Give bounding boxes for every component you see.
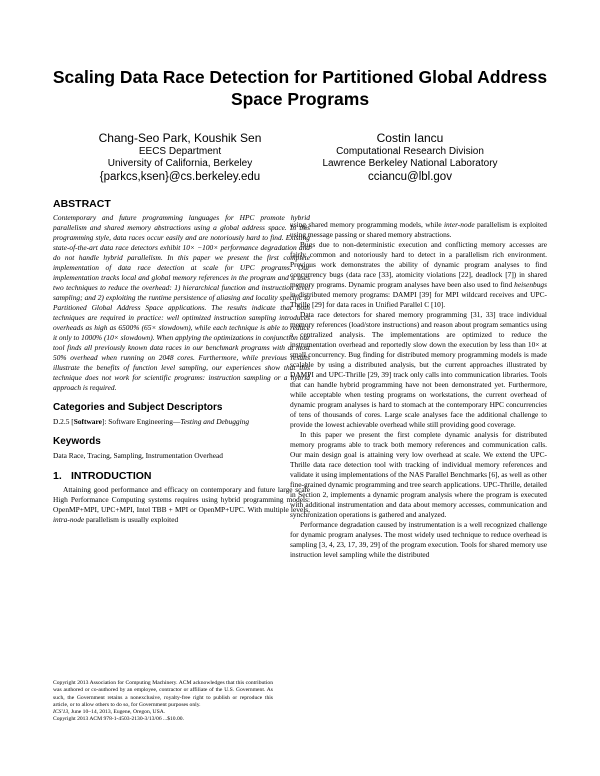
paper-title: Scaling Data Race Detection for Partitioned Global Address Space Programs xyxy=(52,67,548,109)
author-block-1 xyxy=(75,131,285,184)
abstract-heading: ABSTRACT xyxy=(53,198,111,210)
keywords-heading: Keywords xyxy=(53,436,101,447)
copyright-text: Copyright 2013 Association for Computing Machinery. ACM acknowledges that this contribution was authored or co-authored by an employee, contractor or affiliate of the U.S. Government. As such, the Government retains a nonexclusive, royalty-free right to publish or reproduce this article, or to allow others to do so, for Government purposes only. xyxy=(53,680,273,708)
body-paragraph: Performance degradation caused by instrumentation is a well recognized challenge for dynamic program analyses. The most widely used technique to reduce overhead is sampling [3, 4, 23, 17, 39, 29] of the program execution. Tools for shared memory use instruction level sampling while the distributed xyxy=(290,520,547,559)
categories-text: D.2.5 [Software]: Software Engineering—Testing and Debugging xyxy=(53,417,250,426)
author-institution: Lawrence Berkeley National Laboratory xyxy=(322,158,498,169)
abstract-text: Contemporary and future programming languages for HPC promote hybrid parallelism and shared memory abstractions using a global address space. In this programming style, data races occur easily and are notoriously hard to find. Existing state-of-the-art data race detectors exhibit 10× −100× performance degradation and do not handle hybrid parallelism. In this paper we present the first complete implementation of data race detection at scale for UPC programs. Our implementation tracks local and global memory references in the program and it uses two techniques to reduce the overhead: 1) hierarchical function and instruction level sampling; and 2) exploiting the runtime persistence of aliasing and locality specific to Partitioned Global Address Space applications. The results indicate that both techniques are required in practice: well optimized instruction sampling introduces overheads as high as 6500% (65× slowdown), while each technique is able to reduce it only to 1000% (10× slowdown). When applying the optimizations in conjunction our tool finds all previously known data races in our benchmark programs with at most 50% overhead when running on 2048 cores. Furthermore, while previous results illustrate the benefits of function level sampling, our experiences show that this technique does not work for scientific programs: instruction sampling or a hybrid approach is required. xyxy=(53,213,310,392)
introduction-heading xyxy=(53,470,310,482)
body-paragraph: In this paper we present the first complete dynamic analysis for distributed memory programs able to track both memory references and communication calls. Our main design goal is attaining very low overhead at scale. We extend the UPC-Thrille data race detection tool with tracking of individual memory references and validate it using implementations of the NAS Parallel Benchmarks [6], as well as other fine-grained dynamic programming and tree search applications. UPC-Thrille, detailed in Section 2, implements a dynamic program analysis where the program is executed with additional instrumentation and data about memory accesses, communication and synchronization operations is gathered and analyzed. xyxy=(290,430,547,519)
author-department: EECS Department xyxy=(138,146,222,157)
author-names: Costin Iancu xyxy=(376,131,444,145)
right-column xyxy=(290,220,547,560)
conference-line: ICS'13, June 10–14, 2013, Eugene, Oregon, USA. xyxy=(53,709,166,716)
author-department: Computational Research Division xyxy=(336,146,484,157)
author-email: {parkcs,ksen}@cs.berkeley.edu xyxy=(99,171,261,183)
intro-paragraph-1: Attaining good performance and efficacy on contemporary and future large scale High Performance Computing systems requires using hybrid programming models: OpenMP+MPI, UPC+MPI, Intel TBB + MPI or OpenMP+UPC. With multiple levels, intra-node parallelism is usually exploited xyxy=(53,485,310,524)
section-title: INTRODUCTION xyxy=(71,470,152,482)
body-paragraph-continued: using shared memory programming models, while inter-node parallelism is exploited using message passing or shared memory abstractions. xyxy=(290,220,547,239)
body-paragraph: Bugs due to non-deterministic execution and conflicting memory accesses are fairly common and notoriously hard to detect in a parallelism rich environment. Previous work demonstrates the ability of dynamic program analyses to find concurrency bugs (data race [33], atomicity violations [22], deadlock [7]) in shared memory programs. Dynamic program analyses have been also used to find heisenbugs in distributed memory programs: DAMPI [39] for MPI wildcard receives and UPC-Thrille [29] for data races in Unified Parallel C [10]. xyxy=(290,240,547,309)
copyright-notice xyxy=(53,680,273,724)
section-number: 1. xyxy=(53,470,62,482)
body-paragraph: Data race detectors for shared memory programming [31, 33] trace individual memory references (load/store instructions) and reason about program semantics using a centralized analysis. The implementations are optimized to reduce the instrumentation overhead and reportedly slow down the execution by less than 10× at small concurrency. Bug finding for distributed memory programming models is made scalable by using a distributed analysis, but the current approaches illustrated by DAMPI and UPC-Thrille [29, 39] track only calls into communication libraries. Tools that can handle hybrid programming have not been demonstrated yet. Furthermore, while acceptable when testing programs on workstations, the current overhead of dynamic program analyses is hard to stomach at the contemporary HPC concurrencies of tens of thousands of cores. Large scale analyses face the additional challenge to provide the lowest achievable overhead while still providing good coverage. xyxy=(290,310,547,429)
author-institution: University of California, Berkeley xyxy=(107,158,253,169)
keywords-text: Data Race, Tracing, Sampling, Instrumentation Overhead xyxy=(53,451,223,460)
author-block-2 xyxy=(305,131,515,184)
left-column xyxy=(53,198,310,525)
copyright-isbn: Copyright 2013 ACM 978-1-4503-2130-3/13/06 ...$10.00. xyxy=(53,716,184,723)
categories-heading: Categories and Subject Descriptors xyxy=(53,402,223,413)
author-email: cciancu@lbl.gov xyxy=(368,171,452,183)
author-names: Chang-Seo Park, Koushik Sen xyxy=(98,131,262,145)
